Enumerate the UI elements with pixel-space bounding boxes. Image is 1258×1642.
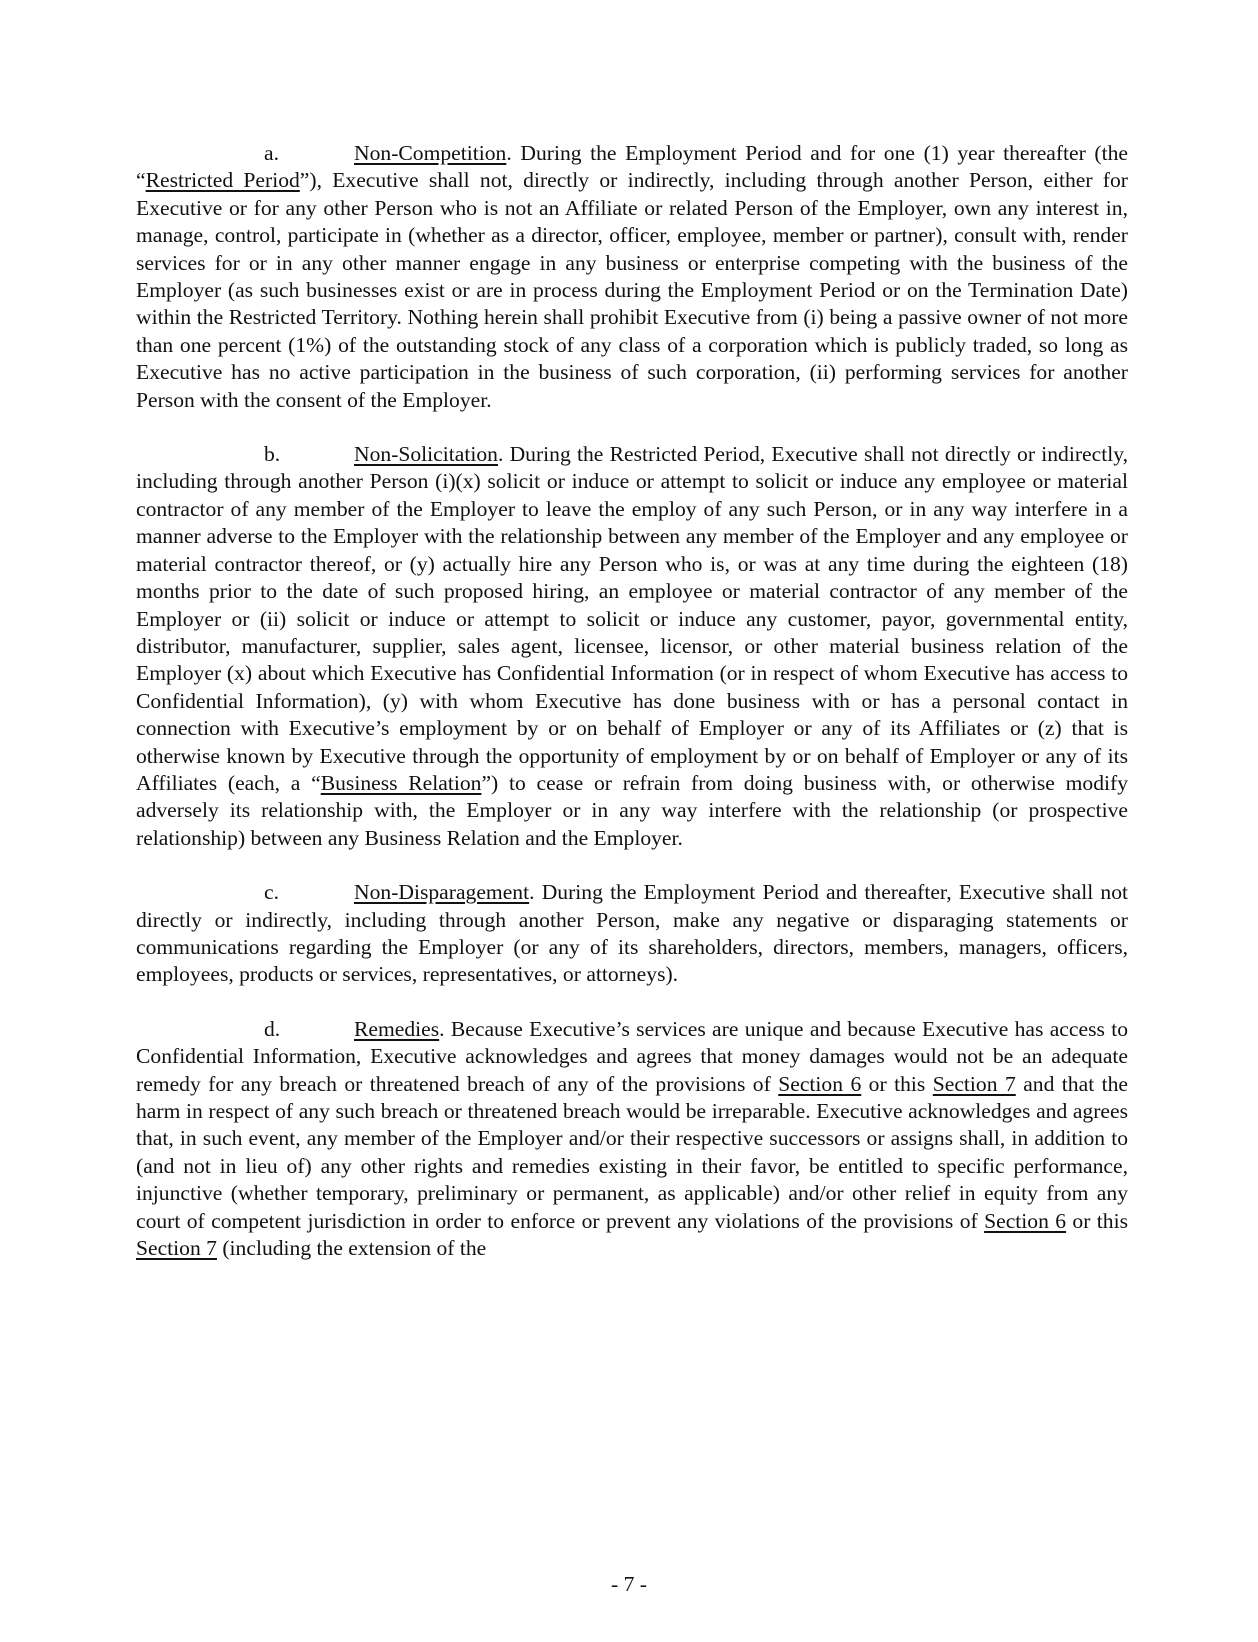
document-body	[136, 140, 1128, 1262]
paragraph-heading: Non-Competition	[354, 141, 507, 165]
page-number: - 7 -	[611, 1572, 647, 1596]
paragraph-heading: Non-Solicitation	[354, 442, 498, 467]
body-text: . Because Executive’s services are unique and because Executive has access to Confidential Information, Executive acknowledges and agrees that money damages would not be an adequate remedy for any breach or threatened breach of any of the provisions of	[136, 1016, 1128, 1096]
paragraph-b	[136, 441, 1128, 852]
paragraph-c	[136, 879, 1128, 989]
paragraph-a	[136, 140, 1128, 414]
paragraph-letter: d.	[264, 1016, 281, 1041]
defined-term: Section 6	[778, 1071, 862, 1096]
defined-term: Business Relation	[320, 770, 482, 795]
paragraph-letter: b.	[264, 442, 281, 467]
body-text: . During the Employment Period and for one (1) year thereafter (the “	[136, 141, 1128, 193]
paragraph-heading: Remedies	[354, 1016, 440, 1041]
paragraph-heading: Non-Disparagement	[354, 880, 530, 905]
body-text: and that the harm in respect of any such breach or threatened breach would be irreparable. Executive acknowledges and agrees that, in such event, any member of the Employer and/or their respective successors or assigns shall, in addition to (and not in lieu of) any other rights and remedies existing in their favor, be entitled to specific performance, injunctive (whether temporary, preliminary or permanent, as applicable) and/or other relief in equity from any court of competent jurisdiction in order to enforce or prevent any violations of the provisions of	[136, 1071, 1129, 1233]
paragraph-d	[136, 1016, 1128, 1263]
body-text: ”), Executive shall not, directly or indirectly, including through another Person, either for Executive or for any other Person who is not an Affiliate or related Person of the Employer, own any interest in, manage, control, participate in (whether as a director, officer, employee, member or partner), consult with, render services for or in any other manner engage in any business or enterprise competing with the business of the Employer (as such businesses exist or are in process during the Employment Period or on the Termination Date) within the Restricted Territory. Nothing herein shall prohibit Executive from (i) being a passive owner of not more than one percent (1%) of the outstanding stock of any class of a corporation which is publicly traded, so long as Executive has no active participation in the business of such corporation, (ii) performing services for another Person with the consent of the Employer.	[136, 168, 1128, 412]
body-text: (including the extension of the	[216, 1236, 487, 1261]
paragraph-letter: c.	[264, 880, 279, 905]
body-text: ”) to cease or refrain from doing business with, or otherwise modify adversely its relationship with, the Employer or in any way interfere with the relationship (or prospective relationship) between any Business Relation and the Employer.	[136, 770, 1128, 850]
body-text: or this	[861, 1071, 933, 1096]
defined-term: Section 7	[932, 1071, 1016, 1096]
body-text: . During the Restricted Period, Executive shall not directly or indirectly, including through another Person (i)(x) solicit or induce or attempt to solicit or induce any employee or material contractor of any member of the Employer to leave the employ of any such Person, or in any way interfere in a manner adverse to the Employer with the relationship between any member of the Employer and any employee or material contractor thereof, or (y) actually hire any Person who is, or was at any time during the eighteen (18) months prior to the date of such proposed hiring, an employee or material contractor of any member of the Employer or (ii) solicit or induce or attempt to solicit or induce any customer, payor, governmental entity, distributor, manufacturer, supplier, sales agent, licensee, licensor, or other material business relation of the Employer (x) about which Executive has Confidential Information (or in respect of whom Executive has access to Confidential Information), (y) with whom Executive has done business with or has a personal contact in connection with Executive’s employment by or on behalf of Employer or any of its Affiliates or (z) that is otherwise known by Executive through the opportunity of employment by or on behalf of Employer or any of its Affiliates (each, a “	[136, 442, 1128, 795]
body-text: or this	[1066, 1208, 1128, 1233]
defined-term: Restricted Period	[145, 168, 300, 193]
paragraph-letter: a.	[264, 141, 279, 165]
defined-term: Section 6	[984, 1208, 1067, 1233]
defined-term: Section 7	[136, 1236, 217, 1261]
body-text: . During the Employment Period and thereafter, Executive shall not directly or indirectly, including through another Person, make any negative or disparaging statements or communications regarding the Employer (or any of its shareholders, directors, members, managers, officers, employees, products or services, representatives, or attorneys).	[136, 880, 1128, 987]
